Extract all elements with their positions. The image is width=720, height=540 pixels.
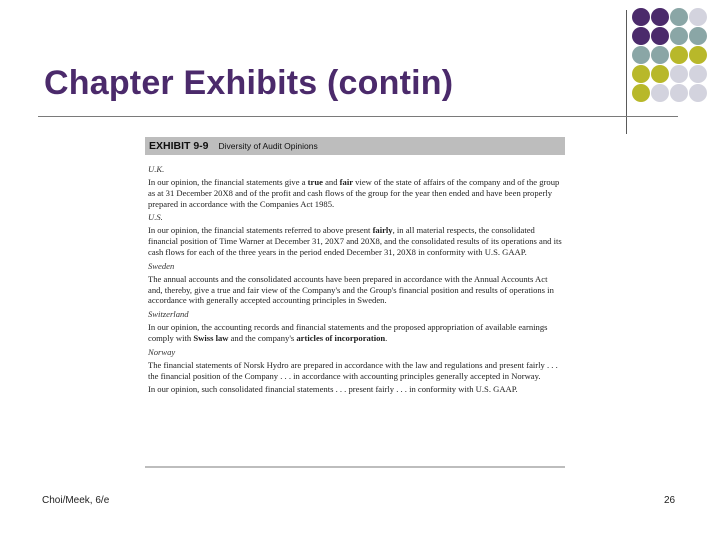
exhibit-figure [145, 137, 565, 468]
exhibit-body [145, 155, 565, 395]
slide-title: Chapter Exhibits (contin) [44, 64, 454, 102]
grid-dot [651, 8, 669, 26]
grid-dot [632, 8, 650, 26]
page-number: 26 [664, 495, 676, 506]
grid-dot [632, 27, 650, 45]
country-heading: U.S. [148, 212, 163, 223]
grid-dot [689, 8, 707, 26]
emphasized-term: fair [339, 177, 354, 187]
grid-dot [632, 84, 650, 102]
grid-dot [670, 84, 688, 102]
grid-dot [632, 65, 650, 83]
country-heading: Norway [148, 346, 176, 357]
country-heading: Switzerland [148, 309, 189, 320]
grid-dot [651, 46, 669, 64]
opinion-paragraph: In our opinion, the financial statements give a true and fair view of the state of affairs of the company and of the group as at 31 December 20X8 and of the profit and cash flows of the group for the year then ended and have been properly prepared in accordance with the Companies Act 1985. [148, 177, 560, 209]
grid-dot [689, 27, 707, 45]
title-underline [38, 116, 678, 117]
grid-dot [670, 65, 688, 83]
opinion-paragraph: The annual accounts and the consolidated accounts have been prepared in accordance with the Annual Accounts Act and, thereby, give a true and fair view of the Company's and the Group's financial position and results of operations in accordance with generally accepted accounting principles in Sweden. [148, 273, 554, 306]
exhibit-number: EXHIBIT 9-9 [149, 140, 209, 152]
exhibit-header [145, 137, 565, 155]
decorative-dot-grid [632, 8, 712, 120]
grid-dot [651, 84, 669, 102]
grid-dot [651, 27, 669, 45]
grid-dot [670, 27, 688, 45]
footer-credit: Choi/Meek, 6/e [42, 495, 110, 506]
emphasized-term: fairly [372, 225, 393, 236]
opinion-paragraph: The financial statements of Norsk Hydro are prepared in accordance with the law and regulations and present fairly . . . the financial position of the Company . . . in accordance with accounting principles generally accepted in Norway. [148, 359, 558, 381]
grid-dot [689, 46, 707, 64]
grid-dot [689, 84, 707, 102]
opinion-paragraph: In our opinion, the financial statements referred to above present fairly, in all material respects, the consolidated financial position of Time Warner at December 31, 20X7 and 20X8, and the consolidated results of its operations and its cash flows for each of the three years in the period ended December 31, 20X8 in conformity with U.S. GAAP. [148, 225, 562, 257]
grid-dot [670, 8, 688, 26]
grid-dot [651, 65, 669, 83]
emphasized-term: articles of incorporation [296, 332, 386, 343]
exhibit-title: Diversity of Audit Opinions [218, 141, 318, 151]
grid-dot [632, 46, 650, 64]
emphasized-term: Swiss law [193, 332, 229, 343]
exhibit-bottom-rule [145, 466, 565, 468]
country-heading: U.K. [148, 164, 165, 174]
opinion-paragraph: In our opinion, the accounting records and financial statements and the proposed appropriation of available earnings comply with Swiss law and the company's articles of incorporation. [148, 322, 548, 343]
grid-dot [670, 46, 688, 64]
emphasized-term: true [307, 177, 323, 187]
country-heading: Sweden [148, 260, 175, 271]
opinion-paragraph: In our opinion, such consolidated financial statements . . . present fairly . . . in conformity with U.S. GAAP. [148, 384, 518, 395]
grid-dot [689, 65, 707, 83]
